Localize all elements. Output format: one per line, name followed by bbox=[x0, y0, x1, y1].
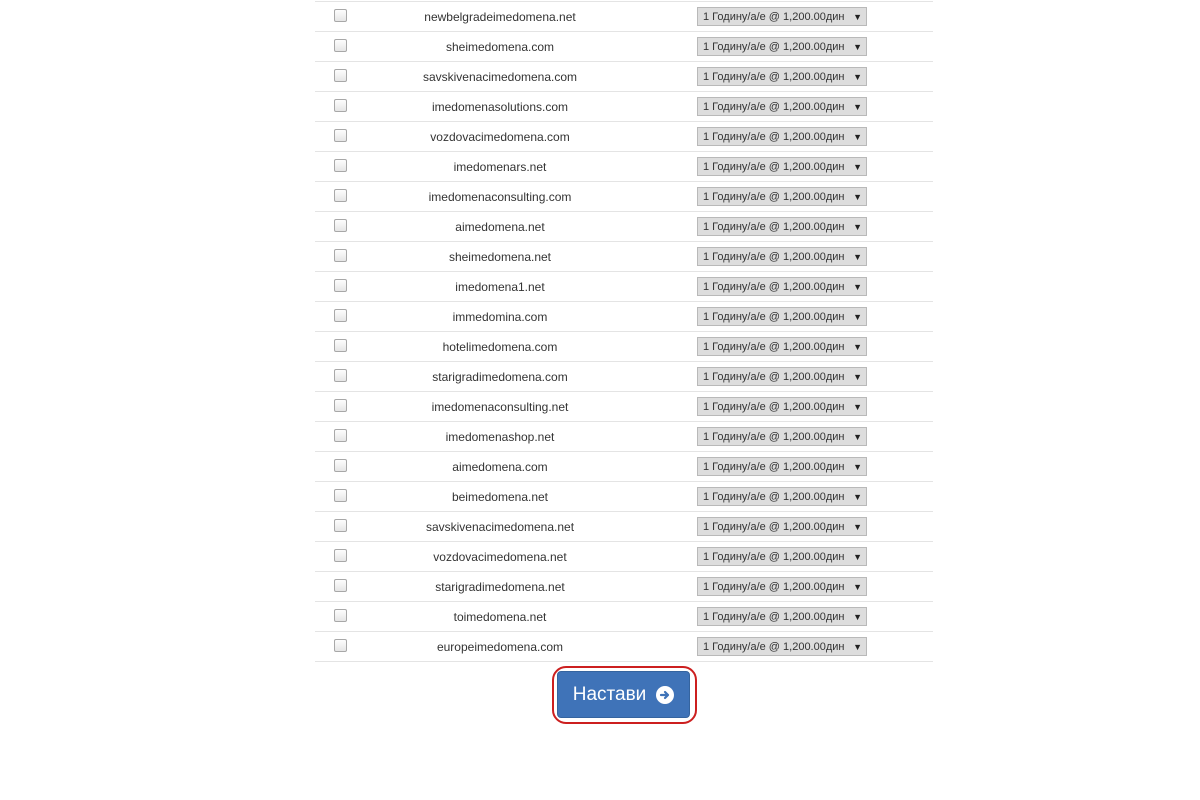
domain-row bbox=[315, 212, 933, 242]
dropdown-arrow-icon: ▼ bbox=[853, 42, 862, 52]
registration-period-value: 1 Годину/а/е @ 1,200.00дин bbox=[703, 281, 845, 293]
registration-period-select[interactable] bbox=[697, 337, 867, 356]
dropdown-arrow-icon: ▼ bbox=[853, 552, 862, 562]
registration-period-value: 1 Годину/а/е @ 1,200.00дин bbox=[703, 101, 845, 113]
dropdown-arrow-icon: ▼ bbox=[853, 282, 862, 292]
registration-period-value: 1 Годину/а/е @ 1,200.00дин bbox=[703, 401, 845, 413]
domain-select-checkbox[interactable] bbox=[334, 339, 347, 352]
registration-period-select[interactable] bbox=[697, 277, 867, 296]
domain-row bbox=[315, 182, 933, 212]
registration-period-select[interactable] bbox=[697, 577, 867, 596]
domain-select-checkbox[interactable] bbox=[334, 99, 347, 112]
dropdown-arrow-icon: ▼ bbox=[853, 192, 862, 202]
domain-name: immedomina.com bbox=[452, 310, 548, 324]
domain-select-checkbox[interactable] bbox=[334, 249, 347, 262]
registration-period-select[interactable] bbox=[697, 607, 867, 626]
registration-period-value: 1 Годину/а/е @ 1,200.00дин bbox=[703, 611, 845, 623]
registration-period-select[interactable] bbox=[697, 517, 867, 536]
domain-row bbox=[315, 62, 933, 92]
dropdown-arrow-icon: ▼ bbox=[853, 462, 862, 472]
dropdown-arrow-icon: ▼ bbox=[853, 162, 862, 172]
domain-row bbox=[315, 362, 933, 392]
domain-name: imedomenaconsulting.net bbox=[431, 400, 569, 414]
domain-name: aimedomena.com bbox=[452, 460, 548, 474]
domain-name: sheimedomena.net bbox=[448, 250, 552, 264]
domain-select-checkbox[interactable] bbox=[334, 489, 347, 502]
continue-button-label: Настави bbox=[572, 683, 647, 705]
domain-row bbox=[315, 92, 933, 122]
dropdown-arrow-icon: ▼ bbox=[853, 582, 862, 592]
domain-row bbox=[315, 542, 933, 572]
domain-name: newbelgradeimedomena.net bbox=[424, 10, 576, 24]
registration-period-select[interactable] bbox=[697, 427, 867, 446]
registration-period-value: 1 Годину/а/е @ 1,200.00дин bbox=[703, 71, 845, 83]
domain-name: starigradimedomena.com bbox=[432, 370, 568, 384]
domain-row bbox=[315, 572, 933, 602]
domain-name: imedomenaconsulting.com bbox=[428, 190, 572, 204]
domain-row bbox=[315, 2, 933, 32]
domain-select-checkbox[interactable] bbox=[334, 369, 347, 382]
dropdown-arrow-icon: ▼ bbox=[853, 252, 862, 262]
registration-period-select[interactable] bbox=[697, 247, 867, 266]
domain-name: aimedomena.net bbox=[455, 220, 545, 234]
domain-select-checkbox[interactable] bbox=[334, 189, 347, 202]
registration-period-value: 1 Годину/а/е @ 1,200.00дин bbox=[703, 461, 845, 473]
domain-row bbox=[315, 512, 933, 542]
registration-period-value: 1 Годину/а/е @ 1,200.00дин bbox=[703, 131, 845, 143]
registration-period-select[interactable] bbox=[697, 97, 867, 116]
continue-button[interactable] bbox=[557, 671, 690, 718]
domain-select-checkbox[interactable] bbox=[334, 579, 347, 592]
registration-period-select[interactable] bbox=[697, 307, 867, 326]
domain-name: imedomena1.net bbox=[455, 280, 545, 294]
domain-row bbox=[315, 602, 933, 632]
domain-row bbox=[315, 392, 933, 422]
domain-name: imedomenasolutions.com bbox=[431, 100, 569, 114]
registration-period-value: 1 Годину/а/е @ 1,200.00дин bbox=[703, 521, 845, 533]
domain-select-checkbox[interactable] bbox=[334, 159, 347, 172]
registration-period-value: 1 Годину/а/е @ 1,200.00дин bbox=[703, 641, 845, 653]
registration-period-select[interactable] bbox=[697, 547, 867, 566]
registration-period-value: 1 Годину/а/е @ 1,200.00дин bbox=[703, 11, 845, 23]
domain-row bbox=[315, 152, 933, 182]
domain-select-checkbox[interactable] bbox=[334, 399, 347, 412]
registration-period-value: 1 Годину/а/е @ 1,200.00дин bbox=[703, 491, 845, 503]
registration-period-value: 1 Годину/а/е @ 1,200.00дин bbox=[703, 311, 845, 323]
domain-row bbox=[315, 632, 933, 662]
dropdown-arrow-icon: ▼ bbox=[853, 402, 862, 412]
registration-period-select[interactable] bbox=[697, 367, 867, 386]
dropdown-arrow-icon: ▼ bbox=[853, 12, 862, 22]
arrow-circle-right-icon bbox=[656, 686, 674, 704]
domain-name: imedomenars.net bbox=[453, 160, 547, 174]
dropdown-arrow-icon: ▼ bbox=[853, 492, 862, 502]
domain-select-checkbox[interactable] bbox=[334, 9, 347, 22]
domain-select-checkbox[interactable] bbox=[334, 309, 347, 322]
registration-period-value: 1 Годину/а/е @ 1,200.00дин bbox=[703, 581, 845, 593]
registration-period-value: 1 Годину/а/е @ 1,200.00дин bbox=[703, 191, 845, 203]
registration-period-value: 1 Годину/а/е @ 1,200.00дин bbox=[703, 341, 845, 353]
domain-select-checkbox[interactable] bbox=[334, 429, 347, 442]
registration-period-value: 1 Годину/а/е @ 1,200.00дин bbox=[703, 431, 845, 443]
domain-select-checkbox[interactable] bbox=[334, 609, 347, 622]
dropdown-arrow-icon: ▼ bbox=[853, 522, 862, 532]
domain-select-checkbox[interactable] bbox=[334, 129, 347, 142]
registration-period-select[interactable] bbox=[697, 67, 867, 86]
dropdown-arrow-icon: ▼ bbox=[853, 642, 862, 652]
domain-row bbox=[315, 32, 933, 62]
domain-name: starigradimedomena.net bbox=[435, 580, 565, 594]
registration-period-select[interactable] bbox=[697, 187, 867, 206]
domain-name: beimedomena.net bbox=[451, 490, 549, 504]
domain-list bbox=[315, 1, 933, 662]
dropdown-arrow-icon: ▼ bbox=[853, 132, 862, 142]
registration-period-value: 1 Годину/а/е @ 1,200.00дин bbox=[703, 251, 845, 263]
registration-period-select[interactable] bbox=[697, 397, 867, 416]
registration-period-select[interactable] bbox=[697, 457, 867, 476]
domain-select-checkbox[interactable] bbox=[334, 549, 347, 562]
domain-select-checkbox[interactable] bbox=[334, 219, 347, 232]
domain-name: hotelimedomena.com bbox=[442, 340, 558, 354]
domain-select-checkbox[interactable] bbox=[334, 459, 347, 472]
domain-name: toimedomena.net bbox=[453, 610, 547, 624]
domain-select-checkbox[interactable] bbox=[334, 69, 347, 82]
domain-select-checkbox[interactable] bbox=[334, 519, 347, 532]
domain-select-checkbox[interactable] bbox=[334, 639, 347, 652]
domain-row bbox=[315, 452, 933, 482]
domain-name: savskivenacimedomena.net bbox=[425, 520, 575, 534]
registration-period-value: 1 Годину/а/е @ 1,200.00дин bbox=[703, 551, 845, 563]
dropdown-arrow-icon: ▼ bbox=[853, 612, 862, 622]
registration-period-select[interactable] bbox=[697, 127, 867, 146]
dropdown-arrow-icon: ▼ bbox=[853, 342, 862, 352]
registration-period-value: 1 Годину/а/е @ 1,200.00дин bbox=[703, 371, 845, 383]
registration-period-value: 1 Годину/а/е @ 1,200.00дин bbox=[703, 161, 845, 173]
domain-select-checkbox[interactable] bbox=[334, 39, 347, 52]
domain-name: sheimedomena.com bbox=[445, 40, 555, 54]
registration-period-select[interactable] bbox=[697, 7, 867, 26]
domain-name: vozdovacimedomena.com bbox=[430, 130, 570, 144]
dropdown-arrow-icon: ▼ bbox=[853, 102, 862, 112]
dropdown-arrow-icon: ▼ bbox=[853, 72, 862, 82]
dropdown-arrow-icon: ▼ bbox=[853, 432, 862, 442]
domain-row bbox=[315, 482, 933, 512]
domain-name: savskivenacimedomena.com bbox=[422, 70, 578, 84]
registration-period-select[interactable] bbox=[697, 637, 867, 656]
domain-select-checkbox[interactable] bbox=[334, 279, 347, 292]
domain-row bbox=[315, 272, 933, 302]
registration-period-value: 1 Годину/а/е @ 1,200.00дин bbox=[703, 221, 845, 233]
domain-row bbox=[315, 302, 933, 332]
registration-period-select[interactable] bbox=[697, 487, 867, 506]
domain-row bbox=[315, 122, 933, 152]
dropdown-arrow-icon: ▼ bbox=[853, 312, 862, 322]
dropdown-arrow-icon: ▼ bbox=[853, 372, 862, 382]
domain-row bbox=[315, 332, 933, 362]
domain-name: imedomenashop.net bbox=[445, 430, 555, 444]
domain-row bbox=[315, 242, 933, 272]
dropdown-arrow-icon: ▼ bbox=[853, 222, 862, 232]
registration-period-select[interactable] bbox=[697, 157, 867, 176]
domain-name: vozdovacimedomena.net bbox=[433, 550, 567, 564]
registration-period-select[interactable] bbox=[697, 37, 867, 56]
domain-row bbox=[315, 422, 933, 452]
registration-period-value: 1 Годину/а/е @ 1,200.00дин bbox=[703, 41, 845, 53]
registration-period-select[interactable] bbox=[697, 217, 867, 236]
domain-name: europeimedomena.com bbox=[436, 640, 564, 654]
